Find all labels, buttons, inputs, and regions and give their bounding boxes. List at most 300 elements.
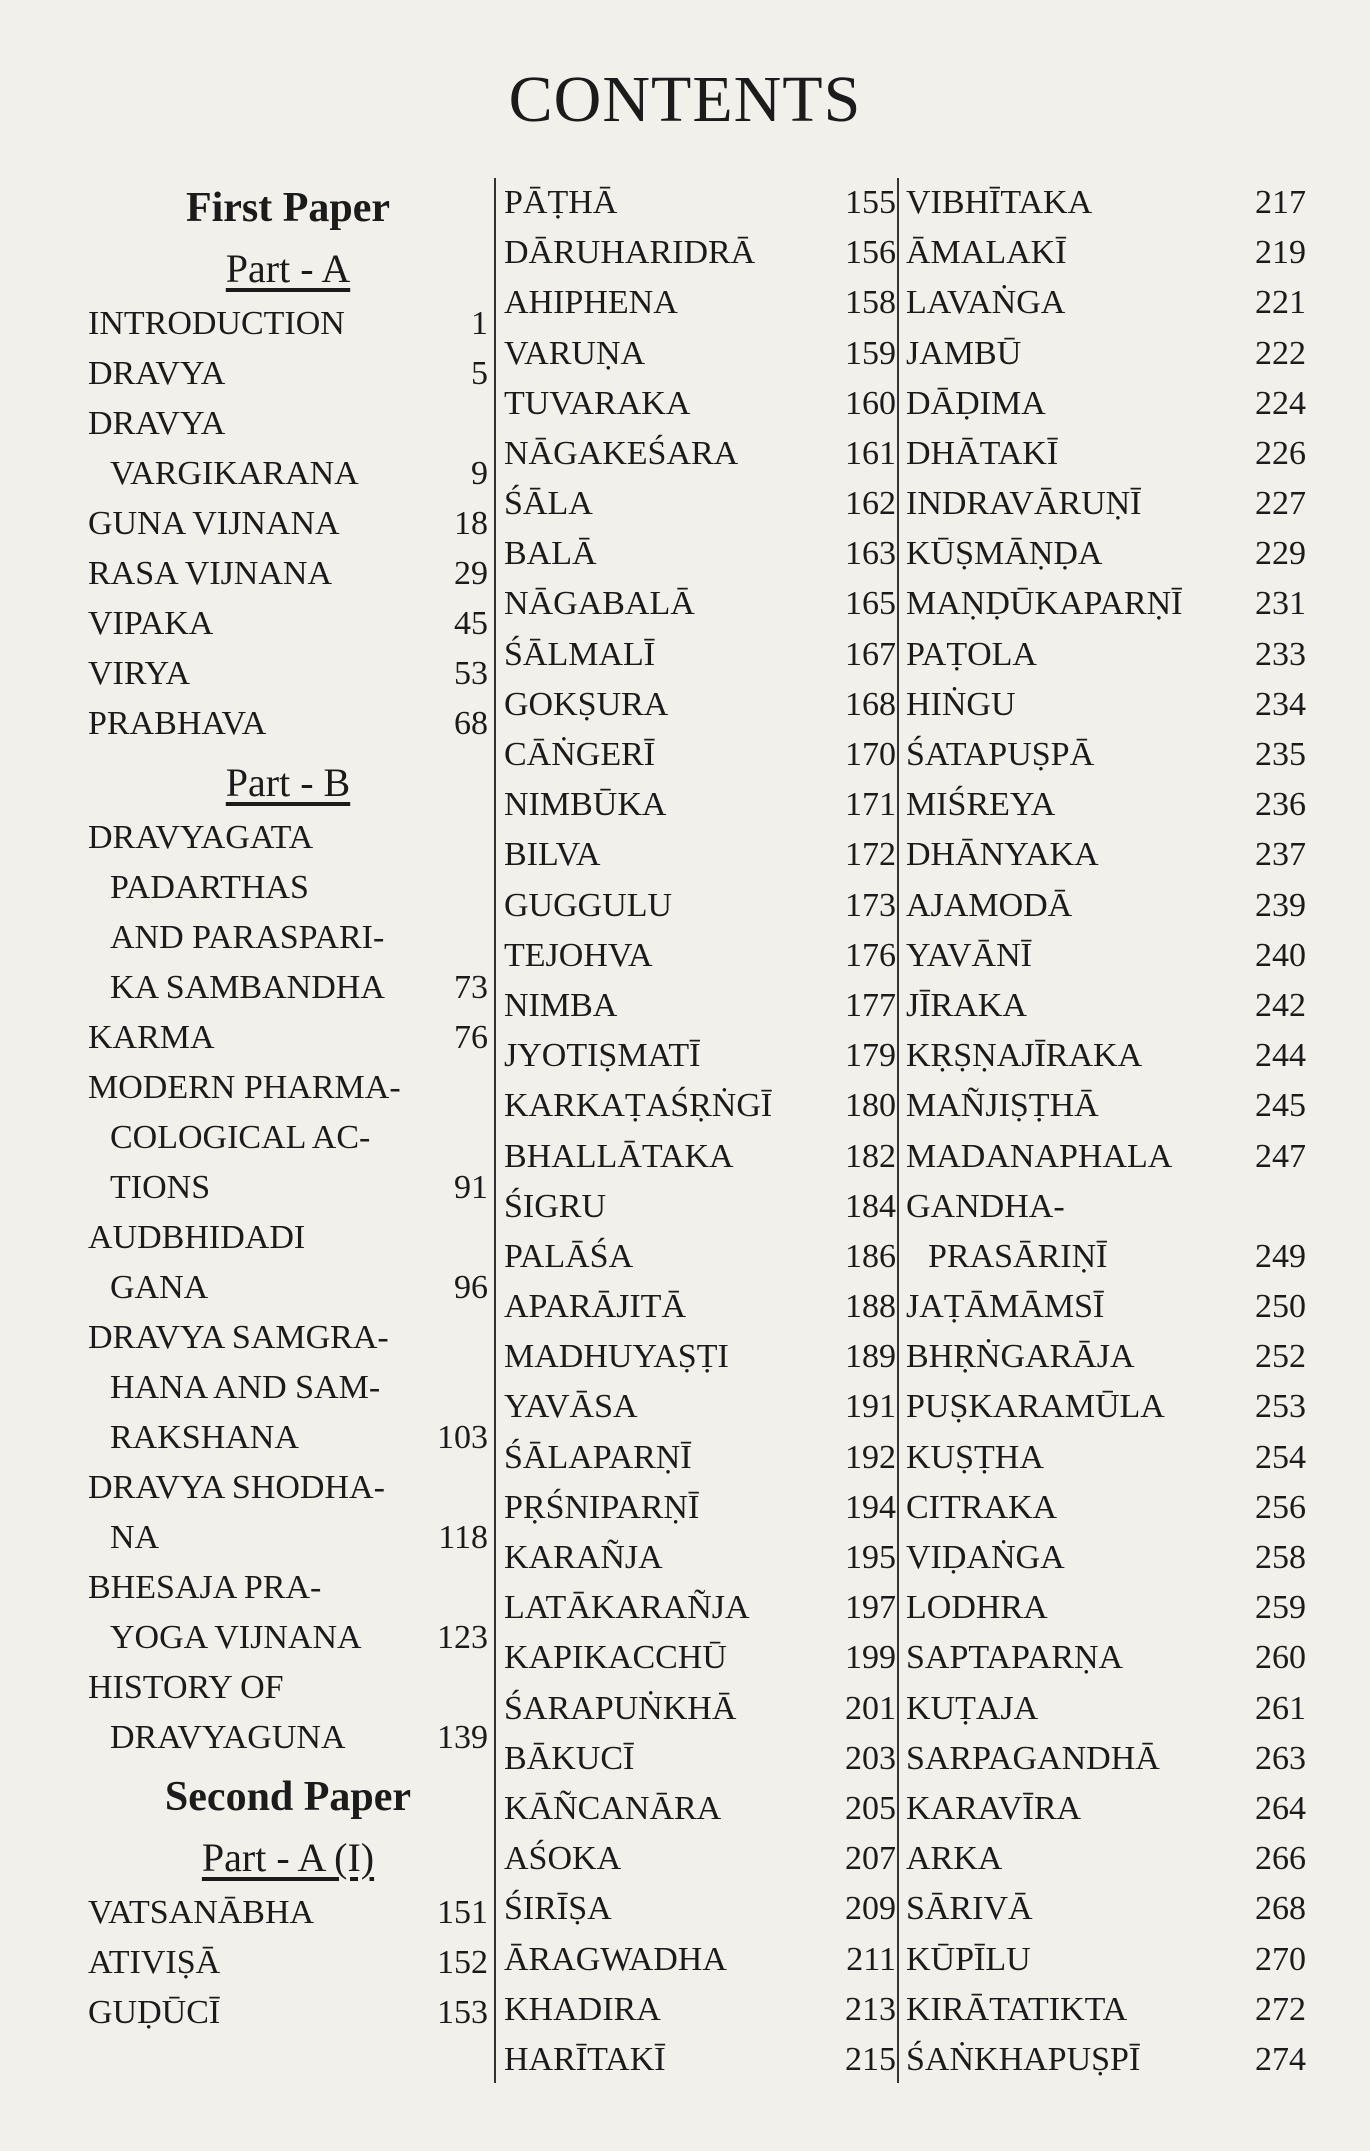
toc-entry [906, 1031, 1306, 1081]
toc-entry-title: BHESAJA PRA- [88, 1569, 322, 1606]
toc-entry-page: 222 [1255, 334, 1306, 372]
toc-entry [504, 1081, 896, 1131]
toc-entry-title: BHALLĀTAKA [504, 1137, 734, 1175]
toc-entry-page: 172 [845, 836, 896, 874]
toc-entry [906, 429, 1306, 479]
toc-entry-page: 153 [437, 1994, 488, 2031]
toc-entry-page: 270 [1255, 1940, 1306, 1978]
toc-entry-page: 168 [845, 685, 896, 723]
toc-entry-page: 259 [1255, 1589, 1306, 1627]
toc-entry-title: KṚṢṆAJĪRAKA [906, 1037, 1143, 1075]
toc-entry-title: KAPIKACCHŪ [504, 1639, 727, 1677]
toc-entry-title: INTRODUCTION [88, 305, 345, 342]
column-divider-right [897, 178, 899, 2083]
page-title: CONTENTS [508, 63, 862, 136]
toc-entry-title: MAÑJIṢṬHĀ [906, 1087, 1099, 1125]
toc-entry-page: 240 [1255, 936, 1306, 974]
toc-entry [88, 699, 488, 749]
toc-entry-title: AUDBHIDADI [88, 1219, 306, 1256]
toc-entry-page: 258 [1255, 1539, 1306, 1577]
toc-entry [906, 1383, 1306, 1433]
toc-entry [906, 730, 1306, 780]
toc-entry-title: DRAVYA [88, 405, 226, 442]
toc-entry-title: ŚATAPUṢPĀ [906, 736, 1095, 774]
toc-entry-page: 192 [845, 1438, 896, 1476]
toc-entry-page: 266 [1255, 1840, 1306, 1878]
toc-entry [88, 1713, 488, 1763]
toc-entry-page: 195 [845, 1539, 896, 1577]
toc-entry-page: 254 [1255, 1438, 1306, 1476]
toc-entry-title: GANA [110, 1269, 209, 1306]
toc-entry-page: 160 [845, 384, 896, 422]
column-divider-left [494, 178, 496, 2083]
toc-entry [504, 1583, 896, 1633]
toc-entry [906, 1684, 1306, 1734]
toc-entry [906, 1282, 1306, 1332]
toc-entry [88, 1613, 488, 1663]
toc-entry [906, 2035, 1306, 2085]
toc-entry-title: HIṄGU [906, 685, 1016, 723]
toc-entry-title: NA [110, 1519, 160, 1556]
toc-entry [88, 399, 488, 449]
toc-entry [906, 630, 1306, 680]
toc-entry-page: 213 [845, 1990, 896, 2028]
toc-entry-page: 73 [454, 969, 488, 1006]
toc-entry-page: 179 [845, 1037, 896, 1075]
toc-entry-page: 199 [845, 1639, 896, 1677]
toc-entry-title: CITRAKA [906, 1488, 1058, 1526]
toc-entry-title: NĀGABALĀ [504, 585, 695, 623]
toc-entry-page: 215 [845, 2040, 896, 2078]
toc-entry [906, 278, 1306, 328]
toc-entry [504, 429, 896, 479]
toc-entry [504, 529, 896, 579]
toc-entry [88, 1888, 488, 1938]
toc-entry-page: 249 [1255, 1237, 1306, 1275]
part-a1-heading: Part - A (I) [201, 1835, 375, 1880]
toc-entry-title: NIMBŪKA [504, 786, 667, 824]
toc-entry-title: DHĀNYAKA [906, 836, 1099, 874]
toc-entry-title: MIŚREYA [906, 786, 1056, 824]
toc-entry [906, 228, 1306, 278]
toc-entry-title: SĀRIVĀ [906, 1890, 1033, 1928]
toc-entry [504, 1935, 896, 1985]
toc-entry-page: 103 [437, 1419, 488, 1456]
toc-entry-title: PRABHAVA [88, 705, 267, 742]
toc-entry-page: 191 [845, 1388, 896, 1426]
toc-entry [906, 680, 1306, 730]
toc-entry-title: MADANAPHALA [906, 1137, 1173, 1175]
toc-entry-title: INDRAVĀRUṆĪ [906, 485, 1142, 523]
toc-entry [88, 549, 488, 599]
toc-entry [504, 1182, 896, 1232]
toc-entry-page: 264 [1255, 1789, 1306, 1827]
toc-entry [504, 1633, 896, 1683]
toc-entry-title: CĀṄGERĪ [504, 736, 656, 774]
toc-entry-title: TIONS [110, 1169, 211, 1206]
toc-entry-page: 45 [454, 605, 488, 642]
toc-entry-page: 227 [1255, 485, 1306, 523]
toc-entry-page: 68 [454, 705, 488, 742]
toc-entry-title: AJAMODĀ [906, 886, 1073, 924]
toc-entry [504, 1884, 896, 1934]
toc-entry-title: ŚĀLA [504, 485, 593, 523]
toc-entry [504, 931, 896, 981]
toc-entry [906, 881, 1306, 931]
toc-entry [504, 479, 896, 529]
toc-entry [906, 1132, 1306, 1182]
toc-entry [504, 1734, 896, 1784]
toc-column-right [906, 178, 1306, 2085]
toc-entry-page: 226 [1255, 434, 1306, 472]
toc-entry [906, 830, 1306, 880]
toc-entry [906, 1834, 1306, 1884]
toc-entry-title: JAMBŪ [906, 334, 1022, 372]
toc-entry-title: KARMA [88, 1019, 215, 1056]
toc-entry-title: MADHUYAṢṬI [504, 1338, 729, 1376]
toc-entry-page: 272 [1255, 1990, 1306, 2028]
toc-entry-title: KIRĀTATIKTA [906, 1990, 1128, 2028]
toc-entry-page: 182 [845, 1137, 896, 1175]
toc-entry-title: YAVĀSA [504, 1388, 638, 1426]
toc-entry-page: 176 [845, 936, 896, 974]
toc-entry-page: 205 [845, 1789, 896, 1827]
toc-entry [906, 1784, 1306, 1834]
toc-entry-title: ŚĀLMALĪ [504, 635, 656, 673]
toc-entry-title: HISTORY OF [88, 1669, 284, 1706]
toc-entry-page: 180 [845, 1087, 896, 1125]
toc-entry-title: AND PARASPARI- [110, 919, 385, 956]
toc-entry [88, 1413, 488, 1463]
toc-entry-page: 235 [1255, 736, 1306, 774]
toc-entry-page: 177 [845, 986, 896, 1024]
part-a1-list [88, 1888, 488, 2038]
toc-entry-page: 1 [471, 305, 488, 342]
toc-entry [504, 379, 896, 429]
toc-entry-title: TUVARAKA [504, 384, 691, 422]
toc-entry [88, 1213, 488, 1263]
toc-entry [906, 329, 1306, 379]
toc-entry [504, 1383, 896, 1433]
toc-entry [504, 680, 896, 730]
toc-entry-page: 163 [845, 535, 896, 573]
toc-entry [88, 813, 488, 863]
toc-entry [906, 1232, 1306, 1282]
toc-entry-title: PADARTHAS [110, 869, 309, 906]
toc-entry-title: KŪPĪLU [906, 1940, 1031, 1978]
toc-entry-title: ŚAṄKHAPUṢPĪ [906, 2040, 1141, 2078]
toc-entry-title: HANA AND SAM- [110, 1369, 381, 1406]
toc-entry-title: APARĀJITĀ [504, 1288, 687, 1326]
toc-entry-title: GANDHA- [906, 1187, 1065, 1225]
toc-entry [504, 1031, 896, 1081]
toc-entry-title: VIRYA [88, 655, 191, 692]
toc-entry-title: KHADIRA [504, 1990, 661, 2028]
toc-entry-title: DĀḌIMA [906, 384, 1046, 422]
toc-entry-title: RAKSHANA [110, 1419, 299, 1456]
toc-entry-title: MODERN PHARMA- [88, 1069, 401, 1106]
toc-entry [504, 1282, 896, 1332]
toc-entry [88, 1513, 488, 1563]
toc-entry-page: 247 [1255, 1137, 1306, 1175]
toc-entry-title: GUGGULU [504, 886, 673, 924]
toc-entry [906, 178, 1306, 228]
toc-entry-page: 252 [1255, 1338, 1306, 1376]
toc-entry [88, 1313, 488, 1363]
toc-entry-title: ŚARAPUṄKHĀ [504, 1689, 737, 1727]
toc-entry [504, 881, 896, 931]
toc-entry-title: HARĪTAKĪ [504, 2040, 666, 2078]
toc-entry [504, 1684, 896, 1734]
toc-entry-title: GOKṢURA [504, 685, 669, 723]
toc-entry [504, 278, 896, 328]
toc-entry [906, 981, 1306, 1031]
toc-entry-title: VIBHĪTAKA [906, 183, 1093, 221]
toc-entry [88, 1263, 488, 1313]
toc-entry [906, 1583, 1306, 1633]
toc-entry-page: 236 [1255, 786, 1306, 824]
toc-entry-page: 151 [437, 1894, 488, 1931]
toc-entry-title: KARAVĪRA [906, 1789, 1082, 1827]
toc-entry [504, 580, 896, 630]
toc-entry [504, 730, 896, 780]
toc-entry-title: COLOGICAL AC- [110, 1119, 371, 1156]
toc-entry [88, 499, 488, 549]
toc-entry [504, 228, 896, 278]
toc-entry-page: 211 [846, 1940, 896, 1978]
toc-entry-title: DHĀTAKĪ [906, 434, 1059, 472]
toc-entry [504, 2035, 896, 2085]
toc-entry [88, 649, 488, 699]
toc-entry-title: DRAVYAGUNA [110, 1719, 346, 1756]
toc-entry [906, 479, 1306, 529]
toc-entry [906, 1332, 1306, 1382]
toc-entry-page: 207 [845, 1840, 896, 1878]
toc-entry [88, 1113, 488, 1163]
toc-entry-title: LODHRA [906, 1589, 1048, 1627]
toc-entry-title: ŚIGRU [504, 1187, 607, 1225]
toc-entry-title: LATĀKARAÑJA [504, 1589, 750, 1627]
first-paper-heading: First Paper [185, 185, 391, 231]
toc-entry-title: KA SAMBANDHA [110, 969, 385, 1006]
toc-entry-page: 76 [454, 1019, 488, 1056]
toc-entry [504, 1834, 896, 1884]
toc-entry-page: 256 [1255, 1488, 1306, 1526]
toc-entry-title: TEJOHVA [504, 936, 653, 974]
toc-entry-title: ARKA [906, 1840, 1003, 1878]
toc-entry-title: SAPTAPARṆA [906, 1639, 1124, 1677]
toc-entry-title: NĀGAKEŚARA [504, 434, 739, 472]
toc-entry-page: 245 [1255, 1087, 1306, 1125]
toc-entry-page: 244 [1255, 1037, 1306, 1075]
toc-entry-page: 159 [845, 334, 896, 372]
toc-entry-page: 5 [471, 355, 488, 392]
toc-entry-page: 268 [1255, 1890, 1306, 1928]
toc-entry [504, 981, 896, 1031]
toc-entry-title: ĀRAGWADHA [504, 1940, 727, 1978]
part-a-list [88, 299, 488, 749]
toc-entry [88, 1163, 488, 1213]
toc-entry [906, 1533, 1306, 1583]
toc-entry [906, 580, 1306, 630]
toc-entry-title: YOGA VIJNANA [110, 1619, 362, 1656]
toc-column-middle [504, 178, 896, 2085]
toc-entry-title: VIḌAṄGA [906, 1539, 1065, 1577]
toc-entry [906, 1884, 1306, 1934]
toc-entry [504, 830, 896, 880]
toc-entry [88, 599, 488, 649]
toc-entry-page: 18 [454, 505, 488, 542]
toc-entry-title: GUḌŪCĪ [88, 1994, 221, 2031]
toc-entry-title: JYOTIṢMATĪ [504, 1037, 701, 1075]
toc-entry-title: DĀRUHARIDRĀ [504, 234, 756, 272]
toc-entry-page: 155 [845, 183, 896, 221]
toc-entry-page: 217 [1255, 183, 1306, 221]
toc-entry [906, 931, 1306, 981]
toc-entry-title: VIPAKA [88, 605, 214, 642]
toc-entry-page: 188 [845, 1288, 896, 1326]
toc-entry-title: PṚŚNIPARṆĪ [504, 1488, 700, 1526]
toc-entry-title: PALĀŚA [504, 1237, 634, 1275]
toc-entry-page: 197 [845, 1589, 896, 1627]
toc-entry-page: 260 [1255, 1639, 1306, 1677]
toc-entry-page: 261 [1255, 1689, 1306, 1727]
toc-entry-page: 161 [845, 434, 896, 472]
toc-entry [906, 1633, 1306, 1683]
toc-entry-page: 203 [845, 1739, 896, 1777]
toc-entry-title: PAṬOLA [906, 635, 1037, 673]
toc-entry-title: KŪṢMĀṆḌA [906, 535, 1103, 573]
toc-entry [88, 349, 488, 399]
toc-entry-title: JĪRAKA [906, 986, 1027, 1024]
toc-entry [504, 1533, 896, 1583]
toc-entry-page: 96 [454, 1269, 488, 1306]
toc-entry-title: BALĀ [504, 535, 597, 573]
toc-entry-title: BĀKUCĪ [504, 1739, 635, 1777]
part-b-list [88, 813, 488, 1763]
toc-entry [504, 1784, 896, 1834]
toc-entry [504, 1433, 896, 1483]
toc-entry-page: 242 [1255, 986, 1306, 1024]
toc-entry-page: 162 [845, 485, 896, 523]
toc-entry [906, 1483, 1306, 1533]
toc-entry-title: GUNA VIJNANA [88, 505, 340, 542]
toc-entry [504, 1483, 896, 1533]
toc-entry [906, 379, 1306, 429]
toc-entry [504, 780, 896, 830]
toc-entry-title: AHIPHENA [504, 284, 678, 322]
toc-entry-title: ATIVIṢĀ [88, 1944, 221, 1981]
toc-entry-page: 53 [454, 655, 488, 692]
toc-entry [504, 329, 896, 379]
toc-entry-title: BILVA [504, 836, 601, 874]
toc-entry-page: 209 [845, 1890, 896, 1928]
toc-entry-page: 118 [438, 1519, 488, 1556]
toc-entry [88, 299, 488, 349]
toc-entry-page: 229 [1255, 535, 1306, 573]
toc-entry [906, 1433, 1306, 1483]
toc-entry-title: DRAVYA SAMGRA- [88, 1319, 389, 1356]
toc-entry-title: DRAVYA SHODHA- [88, 1469, 385, 1506]
toc-entry-title: LAVAṄGA [906, 284, 1066, 322]
toc-entry [906, 529, 1306, 579]
toc-entry-title: KARKAṬAŚṚṄGĪ [504, 1087, 773, 1125]
toc-entry [88, 1563, 488, 1613]
toc-entry-title: SARPAGANDHĀ [906, 1739, 1160, 1777]
toc-entry-page: 184 [845, 1187, 896, 1225]
toc-entry-page: 221 [1255, 284, 1306, 322]
toc-entry [88, 863, 488, 913]
toc-entry [906, 780, 1306, 830]
toc-column-left [88, 178, 488, 2038]
toc-entry-page: 231 [1255, 585, 1306, 623]
toc-entry-page: 158 [845, 284, 896, 322]
toc-entry [88, 963, 488, 1013]
toc-entry [88, 1988, 488, 2038]
toc-entry-page: 219 [1255, 234, 1306, 272]
toc-entry [906, 1935, 1306, 1985]
toc-entry-page: 91 [454, 1169, 488, 1206]
toc-entry-title: PUṢKARAMŪLA [906, 1388, 1165, 1426]
toc-entry-title: VATSANĀBHA [88, 1894, 315, 1931]
toc-entry-page: 194 [845, 1488, 896, 1526]
toc-entry [906, 1985, 1306, 2035]
toc-entry-page: 186 [845, 1237, 896, 1275]
toc-entry-title: ĀMALAKĪ [906, 234, 1067, 272]
toc-entry [504, 1332, 896, 1382]
toc-entry-page: 167 [845, 635, 896, 673]
toc-entry-page: 139 [437, 1719, 488, 1756]
toc-entry-page: 233 [1255, 635, 1306, 673]
toc-entry [88, 1463, 488, 1513]
toc-entry-page: 234 [1255, 685, 1306, 723]
toc-entry-page: 173 [845, 886, 896, 924]
toc-entry [88, 1663, 488, 1713]
toc-entry-title: KUṢṬHA [906, 1438, 1044, 1476]
toc-entry-page: 171 [845, 786, 896, 824]
part-a-heading: Part - A [225, 246, 351, 291]
toc-entry-page: 201 [845, 1689, 896, 1727]
toc-entry-title: VARUṆA [504, 334, 646, 372]
toc-entry-title: NIMBA [504, 986, 618, 1024]
toc-entry-title: JAṬĀMĀMSĪ [906, 1288, 1105, 1326]
toc-entry [88, 913, 488, 963]
toc-entry-title: YAVĀNĪ [906, 936, 1032, 974]
toc-entry [906, 1182, 1306, 1232]
toc-entry [88, 1363, 488, 1413]
toc-entry [504, 1132, 896, 1182]
toc-entry-page: 224 [1255, 384, 1306, 422]
toc-entry-title: KUṬAJA [906, 1689, 1039, 1727]
toc-entry-page: 123 [437, 1619, 488, 1656]
toc-entry [88, 449, 488, 499]
toc-entry-title: PRASĀRIṆĪ [928, 1237, 1108, 1275]
toc-entry [504, 1985, 896, 2035]
toc-entry [504, 178, 896, 228]
toc-entry-title: VARGIKARANA [110, 455, 359, 492]
toc-entry-page: 239 [1255, 886, 1306, 924]
toc-entry-page: 274 [1255, 2040, 1306, 2078]
toc-entry-page: 165 [845, 585, 896, 623]
toc-entry-page: 9 [471, 455, 488, 492]
toc-entry-page: 263 [1255, 1739, 1306, 1777]
toc-entry [504, 630, 896, 680]
second-paper-heading: Second Paper [164, 1774, 412, 1820]
toc-entry-title: ŚIRĪṢA [504, 1890, 612, 1928]
toc-entry-page: 189 [845, 1338, 896, 1376]
toc-entry-page: 170 [845, 736, 896, 774]
toc-entry [906, 1081, 1306, 1131]
